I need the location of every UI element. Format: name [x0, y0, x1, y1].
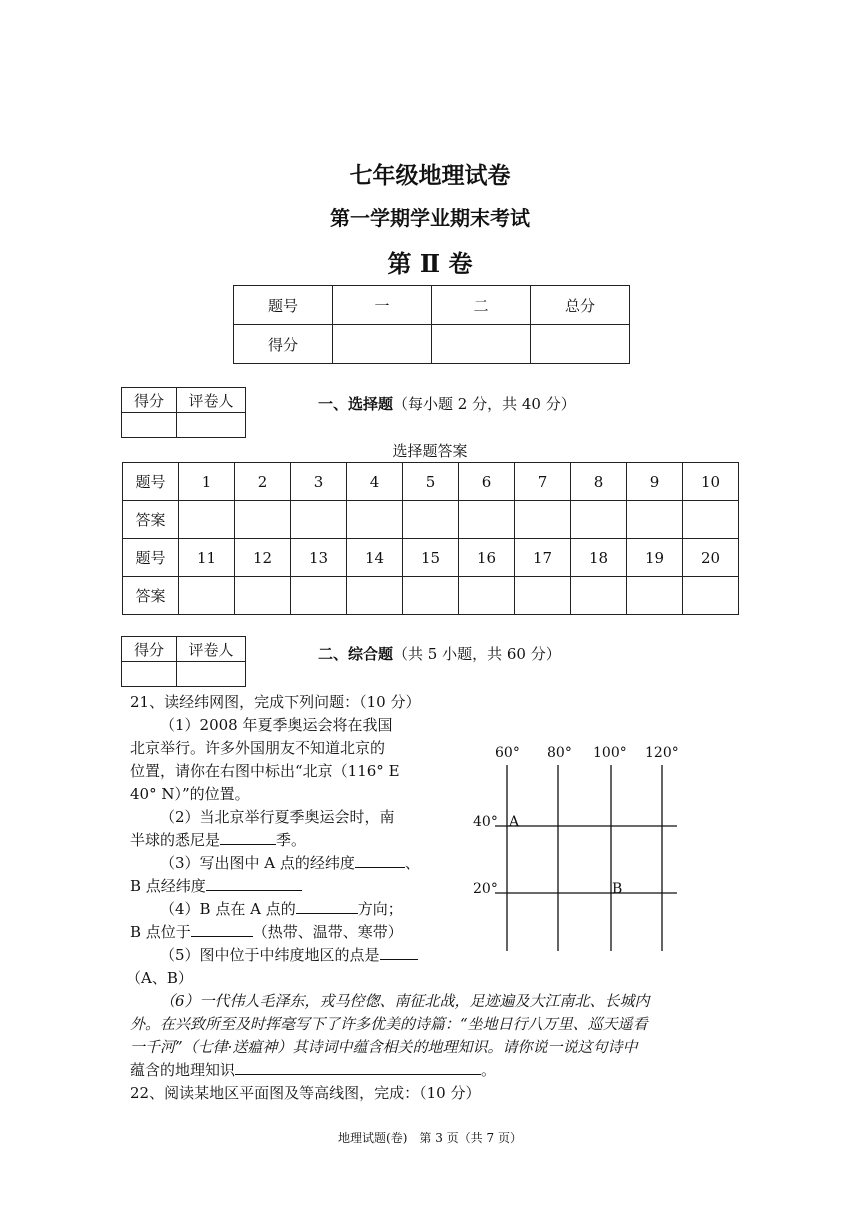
answer-cell: [179, 501, 235, 539]
answer-cell: [515, 501, 571, 539]
point-b-label: B: [612, 881, 623, 897]
exam-title: 七年级地理试卷: [349, 162, 511, 189]
q21-part2-line1: （2）当北京举行夏季奥运会时，南: [160, 808, 395, 826]
question-number: 8: [571, 463, 627, 501]
grader-cell: [177, 413, 246, 438]
q21-part5-line2: （A、B）: [126, 969, 193, 987]
question-number: 17: [515, 539, 571, 577]
q21-part6-line1: （6）一代伟人毛泽东，戎马倥偬、南征北战，足迹遍及大江南北、长城内: [160, 992, 650, 1010]
zone-blank[interactable]: [191, 922, 253, 937]
answer-cell: [403, 501, 459, 539]
page-footer: 地理试题(卷) 第 3 页（共 7 页）: [338, 1131, 522, 1145]
grader-cell: [122, 413, 177, 438]
question-number: 7: [515, 463, 571, 501]
q22-intro: 22、阅读某地区平面图及等高线图，完成：（10 分）: [130, 1084, 481, 1102]
section1-heading: [318, 393, 576, 414]
answer-cell: [683, 577, 739, 615]
question-number-row: [123, 463, 739, 501]
answer-cell: [459, 577, 515, 615]
question-number: 4: [347, 463, 403, 501]
answer-table-caption: 选择题答案: [392, 442, 468, 460]
question-number: 18: [571, 539, 627, 577]
q21-part3-b-text: B 点经纬度: [130, 877, 206, 895]
question-number: 6: [459, 463, 515, 501]
q21-intro: 21、读经纬网图，完成下列问题：（10 分）: [130, 693, 421, 711]
answer-cell: [291, 501, 347, 539]
q21-part3-text: （3）写出图中 A 点的经纬度: [160, 854, 355, 872]
question-number: 3: [291, 463, 347, 501]
grader-cell: [177, 662, 246, 687]
answer-cell: [347, 501, 403, 539]
q21-part2-prefix: 半球的悉尼是: [130, 831, 221, 849]
point-a-label: A: [509, 814, 520, 830]
score-cell: [531, 325, 630, 364]
answer-cell: [627, 577, 683, 615]
grid-lines: [495, 765, 677, 951]
q21-part6-suffix: 。: [481, 1061, 497, 1079]
answer-cell: [515, 577, 571, 615]
grader-score-label: 得分: [122, 388, 177, 413]
q21-part6-prefix: 蕴含的地理知识: [130, 1061, 236, 1079]
lon-label: 80°: [547, 745, 572, 761]
mid-latitude-blank[interactable]: [380, 945, 418, 960]
row-label: 答案: [123, 577, 179, 615]
score-table: [233, 285, 630, 364]
grader-score-label: 得分: [122, 637, 177, 662]
season-blank[interactable]: [220, 830, 276, 845]
point-b-coords-blank[interactable]: [206, 876, 302, 891]
section2-note: （共 5 小题，共 60 分）: [393, 645, 561, 663]
grader-cell: [122, 662, 177, 687]
section2-title: 二、综合题: [318, 645, 394, 663]
score-header-cell: 一: [333, 286, 432, 325]
score-cell: [432, 325, 531, 364]
answer-table: [122, 462, 739, 615]
q21-part2-suffix: 季。: [276, 831, 307, 849]
question-number: 10: [683, 463, 739, 501]
answer-row: [123, 577, 739, 615]
section1-title: 一、选择题: [318, 395, 394, 413]
q21-part3-suffix: 、: [404, 854, 420, 872]
q21-part1-line3: 位置，请你在右图中标出“北京（116° E: [130, 762, 400, 780]
question-number: 20: [683, 539, 739, 577]
question-number: 15: [403, 539, 459, 577]
question-number: 11: [179, 539, 235, 577]
answer-cell: [235, 501, 291, 539]
volume-heading: 第 Ⅱ 卷: [387, 249, 473, 278]
answer-cell: [683, 501, 739, 539]
q21-part5-text: （5）图中位于中纬度地区的点是: [160, 946, 380, 964]
answer-cell: [571, 501, 627, 539]
score-header-cell: 总分: [531, 286, 630, 325]
question-number: 19: [627, 539, 683, 577]
answer-cell: [459, 501, 515, 539]
question-number: 16: [459, 539, 515, 577]
grader-name-label: 评卷人: [177, 388, 246, 413]
question-number: 5: [403, 463, 459, 501]
lon-label: 60°: [495, 745, 520, 761]
lon-label: 100°: [593, 745, 627, 761]
question-number: 1: [179, 463, 235, 501]
question-number: 9: [627, 463, 683, 501]
score-header-cell: 题号: [234, 286, 333, 325]
poem-knowledge-blank[interactable]: [235, 1060, 481, 1075]
exam-subtitle: 第一学期学业期末考试: [330, 206, 530, 230]
row-label: 题号: [123, 463, 179, 501]
q21-part6-line2: 外。在兴致所至及时挥毫写下了许多优美的诗篇：“坐地日行八万里、巡天遥看: [130, 1015, 648, 1033]
q21-part4-suffix: 方向；: [357, 900, 403, 918]
q21-part1-line1: （1）2008 年夏季奥运会将在我国: [160, 716, 393, 734]
q21-part3-line2: [130, 875, 302, 896]
q21-part3-line1: [160, 852, 420, 873]
section2-heading: [318, 643, 561, 664]
answer-cell: [179, 577, 235, 615]
answer-cell: [571, 577, 627, 615]
q21-part6-line4: [130, 1059, 496, 1080]
q21-part4-b-suffix: （热带、温带、寒带）: [252, 923, 403, 941]
q21-part6-line3: 一千河”（七律·送瘟神）其诗词中蕴含相关的地理知识。请你说一说这句诗中: [130, 1038, 638, 1056]
score-header-cell: 二: [432, 286, 531, 325]
lat-lon-grid-map[interactable]: [465, 735, 695, 955]
row-label: 答案: [123, 501, 179, 539]
q21-part5-line1: [160, 944, 418, 965]
question-number: 14: [347, 539, 403, 577]
lon-label: 120°: [645, 745, 679, 761]
question-number: 2: [235, 463, 291, 501]
answer-cell: [403, 577, 459, 615]
q21-part1-line4: 40° N）”的位置。: [130, 785, 250, 803]
q21-part4-line2: [130, 921, 403, 942]
lat-label: 40°: [473, 814, 498, 830]
q21-part4-b-prefix: B 点位于: [130, 923, 191, 941]
answer-cell: [627, 501, 683, 539]
score-row-label: 得分: [234, 325, 333, 364]
question-number: 12: [235, 539, 291, 577]
grader-box-section1: [121, 387, 246, 438]
answer-cell: [235, 577, 291, 615]
question-number-row: [123, 539, 739, 577]
grader-name-label: 评卷人: [177, 637, 246, 662]
q21-part1-line2: 北京举行。许多外国朋友不知道北京的: [130, 739, 386, 757]
answer-cell: [291, 577, 347, 615]
direction-blank[interactable]: [296, 899, 358, 914]
q21-part4-line1: [160, 898, 403, 919]
q21-part4-prefix: （4）B 点在 A 点的: [160, 900, 296, 918]
section1-note: （每小题 2 分，共 40 分）: [393, 395, 576, 413]
answer-cell: [347, 577, 403, 615]
grader-box-section2: [121, 636, 246, 687]
q21-part2-line2: [130, 829, 306, 850]
answer-row: [123, 501, 739, 539]
point-a-coords-blank[interactable]: [355, 853, 405, 868]
row-label: 题号: [123, 539, 179, 577]
question-number: 13: [291, 539, 347, 577]
lat-label: 20°: [473, 881, 498, 897]
score-cell: [333, 325, 432, 364]
